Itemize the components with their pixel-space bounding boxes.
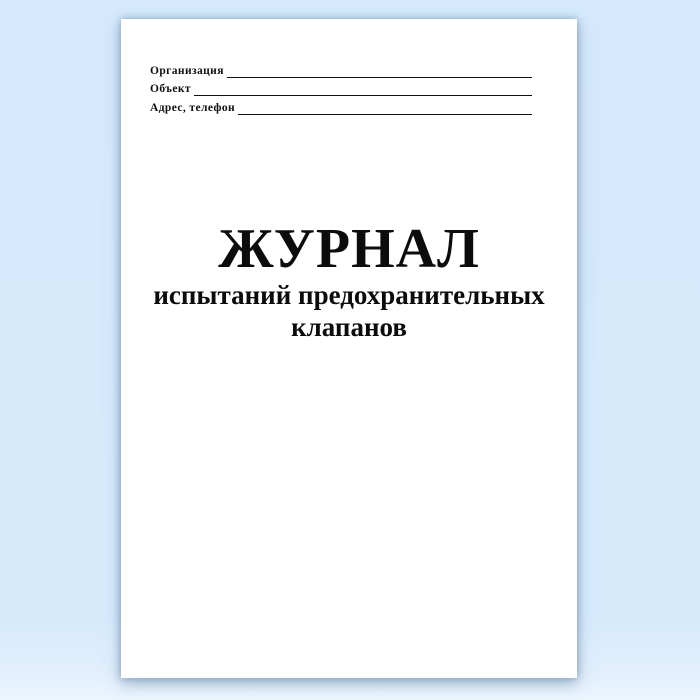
document-page [121, 19, 577, 678]
address-phone-field-row [150, 96, 532, 115]
organization-field-row [150, 59, 532, 78]
object-field-row [150, 78, 532, 97]
address-phone-blank-line [238, 113, 532, 115]
object-blank-line [194, 94, 532, 96]
organization-label: Организация [150, 64, 224, 77]
address-phone-label: Адрес, телефон [150, 101, 235, 114]
header-form [150, 59, 532, 115]
organization-blank-line [227, 76, 532, 78]
journal-subtitle-line-2: клапанов [291, 312, 407, 342]
journal-subtitle-line-1: испытаний предохранительных [153, 280, 545, 310]
journal-subtitle [121, 279, 577, 343]
journal-title: ЖУРНАЛ [218, 218, 480, 280]
object-label: Объект [150, 83, 191, 95]
